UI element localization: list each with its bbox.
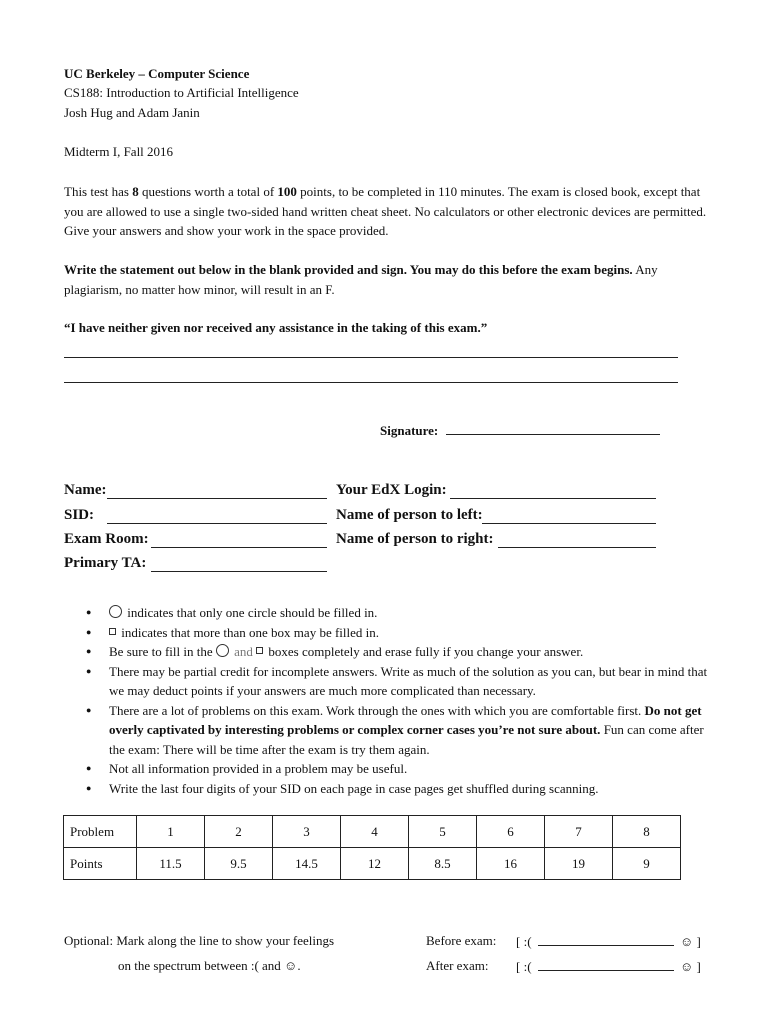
rule-partial-credit-text: There may be partial credit for incomplete answers. Write as much of the solution as you can, but bear in mind that we may deduct points if your answers are much more complicated than necessary. [109, 663, 708, 698]
rule-partial-credit [64, 662, 714, 701]
signature-blank[interactable] [446, 420, 660, 435]
points-cell: 11.5 [137, 848, 205, 880]
points-cell: 8.5 [409, 848, 477, 880]
rule-info [64, 759, 714, 779]
rule-problems-bold: Do not get overly captivated by interesting problems or complex corner cases you’re not sure about. [109, 702, 702, 737]
primary-ta-field [64, 555, 146, 572]
primary-ta-blank[interactable] [151, 557, 327, 572]
rule-circle-text: indicates that only one circle should be filled in. [127, 605, 378, 620]
signature-label: Signature: [380, 423, 439, 438]
problem-row [64, 816, 681, 848]
exam-title: Midterm I, Fall 2016 [64, 144, 174, 159]
box-icon [109, 628, 116, 635]
happy-face-icon: ☺ ] [680, 959, 701, 974]
problem-cell: 4 [341, 816, 409, 848]
problem-cell: 8 [613, 816, 681, 848]
intro-paragraph [64, 182, 710, 241]
before-exam-label: Before exam: [426, 933, 497, 948]
sad-face: [ :( [516, 934, 532, 949]
question-count: 8 [132, 184, 139, 199]
points-row-header: Points [64, 848, 137, 880]
intro-text-a: This test has [64, 184, 133, 199]
after-exam-line[interactable] [538, 958, 674, 971]
person-left-field [336, 507, 483, 524]
statement-line-1[interactable] [64, 357, 678, 358]
points-cell: 19 [545, 848, 613, 880]
course-title: CS188: Introduction to Artificial Intelligence [64, 85, 299, 100]
honor-statement: “I have neither given nor received any assistance in the taking of this exam.” [64, 320, 488, 335]
instructors: Josh Hug and Adam Janin [64, 105, 200, 120]
exam-room-field [64, 531, 149, 548]
edx-login-blank[interactable] [450, 484, 656, 499]
rule-circle [64, 603, 714, 623]
person-right-blank[interactable] [498, 533, 656, 548]
rule-fill-text-a: Be sure to fill in the [109, 644, 213, 659]
problem-cell: 1 [137, 816, 205, 848]
sad-face: [ :( [516, 959, 532, 974]
person-right-label: Name of person to right: [336, 531, 494, 547]
circle-icon [109, 605, 122, 618]
rule-problems-text-a: There are a lot of problems on this exam. Work through the ones with which you are comfortable first. [109, 702, 645, 718]
person-left-label: Name of person to left: [336, 507, 483, 523]
person-left-blank[interactable] [482, 509, 656, 524]
points-cell: 12 [341, 848, 409, 880]
rule-sid [64, 779, 714, 799]
points-cell: 9 [613, 848, 681, 880]
circle-icon [216, 644, 229, 657]
name-blank[interactable] [107, 484, 327, 499]
points-cell: 14.5 [273, 848, 341, 880]
problem-cell: 2 [205, 816, 273, 848]
intro-text-c: points, to be completed in 110 minutes. The exam is closed book, except that you are allowed to use a single two-sided hand written cheat sheet. No calculators or other electronic devices are permitted. Give your answers and show your work in the space provided. [64, 184, 707, 238]
instructions-list [64, 603, 714, 798]
statement-line-2[interactable] [64, 382, 678, 383]
problem-cell: 3 [273, 816, 341, 848]
honor-instructions [64, 260, 710, 299]
feelings-line-2: on the spectrum between :( and ☺. [118, 958, 301, 973]
rule-sid-text: Write the last four digits of your SID on each page in case pages get shuffled during scanning. [109, 780, 599, 796]
after-exam-scale [516, 958, 701, 975]
points-table [63, 815, 681, 880]
points-cell: 16 [477, 848, 545, 880]
rule-box [64, 623, 714, 643]
edx-login-label: Your EdX Login: [336, 482, 447, 498]
person-right-field [336, 531, 493, 548]
points-cell: 9.5 [205, 848, 273, 880]
rule-box-text: indicates that more than one box may be filled in. [121, 624, 380, 640]
honor-instructions-rest: Any plagiarism, no matter how minor, will result in an F. [64, 262, 658, 297]
rule-info-text: Not all information provided in a problem may be useful. [109, 761, 408, 776]
sid-field [64, 507, 94, 524]
before-exam-scale [516, 933, 701, 950]
name-field [64, 482, 106, 499]
primary-ta-label: Primary TA: [64, 555, 147, 571]
school-heading: UC Berkeley – Computer Science [64, 66, 250, 81]
points-row [64, 848, 681, 880]
problem-cell: 5 [409, 816, 477, 848]
after-exam-label: After exam: [426, 958, 489, 973]
edx-login-field [336, 482, 447, 499]
before-exam-line[interactable] [538, 933, 674, 946]
rule-fill-and: and [234, 644, 253, 659]
problem-cell: 7 [545, 816, 613, 848]
total-points: 100 [277, 184, 297, 199]
problem-cell: 6 [477, 816, 545, 848]
honor-instructions-bold: Write the statement out below in the blank provided and sign. You may do this before the exam begins. [64, 262, 633, 277]
sid-blank[interactable] [107, 509, 327, 524]
exam-room-label: Exam Room: [64, 531, 149, 547]
rule-fill-text-b: boxes completely and erase fully if you change your answer. [268, 644, 584, 659]
exam-room-blank[interactable] [151, 533, 327, 548]
intro-text-b: questions worth a total of [138, 184, 278, 199]
rule-problems [64, 701, 714, 760]
signature-field [380, 420, 660, 439]
feelings-line-1: Optional: Mark along the line to show your feelings [64, 933, 335, 948]
sid-label: SID: [64, 507, 95, 523]
box-icon [256, 647, 263, 654]
rule-fill [64, 642, 714, 662]
name-label: Name: [64, 482, 107, 498]
problem-row-header: Problem [64, 816, 137, 848]
happy-face-icon: ☺ ] [680, 934, 701, 949]
rule-problems-text-b: Fun can come after the exam: There will be time after the exam is try them again. [109, 722, 704, 757]
